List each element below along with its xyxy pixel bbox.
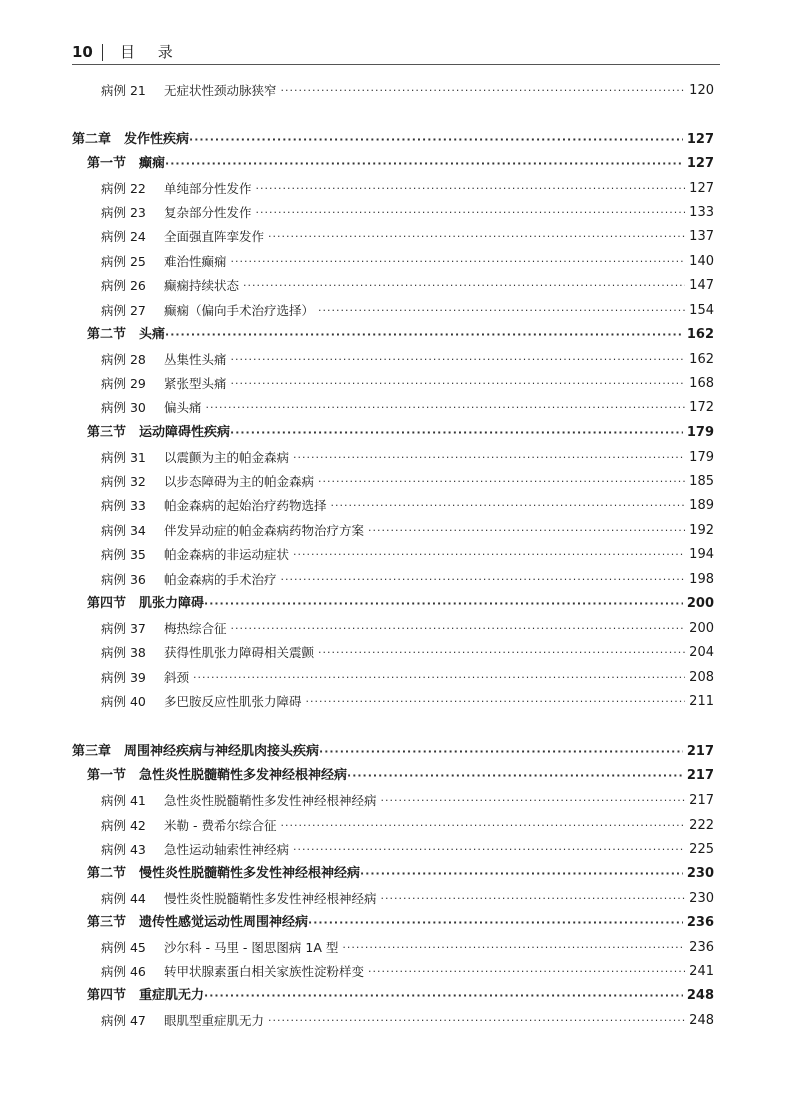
toc-case-entry <box>101 498 714 514</box>
toc-section-entry <box>87 866 714 882</box>
dot-leader <box>318 474 685 490</box>
entry-title: 沙尔科 - 马里 - 图思图病 1A 型 <box>164 940 339 955</box>
dot-leader <box>293 547 685 563</box>
entry-page-number: 162 <box>686 327 714 342</box>
entry-label <box>87 866 360 882</box>
entry-page-number: 189 <box>689 498 714 513</box>
dot-leader <box>230 425 683 441</box>
entry-title: 第一节 癫痫 <box>87 156 166 171</box>
entry-label <box>101 376 227 392</box>
dot-leader <box>318 303 685 319</box>
toc-case-entry <box>101 694 714 710</box>
toc-case-entry <box>101 303 714 319</box>
dot-leader <box>165 156 683 172</box>
toc-case-entry <box>101 229 714 245</box>
entry-page-number: 137 <box>689 229 714 244</box>
entry-label <box>101 891 377 907</box>
case-id: 病例 43 <box>101 842 146 857</box>
toc-section-entry <box>87 425 714 441</box>
entry-title: 伴发异动症的帕金森病药物治疗方案 <box>164 523 365 538</box>
entry-page-number: 147 <box>689 278 714 293</box>
entry-label <box>101 278 239 294</box>
entry-page-number: 241 <box>689 964 714 979</box>
dot-leader <box>368 523 685 539</box>
toc-case-entry <box>101 1013 714 1029</box>
case-id: 病例 42 <box>101 818 146 833</box>
case-id: 病例 36 <box>101 572 146 587</box>
entry-title: 梅热综合征 <box>164 621 227 636</box>
entry-page-number: 198 <box>689 572 714 587</box>
dot-leader <box>331 498 686 514</box>
entry-label <box>101 572 277 588</box>
entry-title: 丛集性头痛 <box>164 352 227 367</box>
toc-case-entry <box>101 940 714 956</box>
dot-leader <box>231 621 686 637</box>
entry-page-number: 179 <box>689 450 714 465</box>
case-id: 病例 40 <box>101 694 146 709</box>
dot-leader <box>308 915 683 931</box>
entry-title: 癫痫（偏向手术治疗选择） <box>164 303 315 318</box>
entry-label <box>101 1013 264 1029</box>
dot-leader <box>319 744 683 760</box>
entry-label <box>101 352 227 368</box>
entry-label <box>101 498 327 514</box>
case-id: 病例 46 <box>101 964 146 979</box>
toc-case-entry <box>101 818 714 834</box>
dot-leader <box>243 278 685 294</box>
toc-section-entry <box>87 988 714 1004</box>
entry-label <box>101 940 338 956</box>
toc-case-entry <box>101 523 714 539</box>
toc-case-entry <box>101 891 714 907</box>
entry-title: 第四节 重症肌无力 <box>87 988 205 1003</box>
toc-case-entry <box>101 450 714 466</box>
entry-title: 第一节 急性炎性脱髓鞘性多发神经根神经病 <box>87 768 348 783</box>
dot-leader <box>281 83 686 99</box>
toc-case-entry <box>101 254 714 270</box>
entry-title: 无症状性颈动脉狭窄 <box>164 83 277 98</box>
entry-label <box>101 254 227 270</box>
case-id: 病例 32 <box>101 474 146 489</box>
entry-title: 第二章 发作性疾病 <box>72 132 190 147</box>
dot-leader <box>281 572 686 588</box>
entry-label <box>101 400 202 416</box>
entry-label <box>72 132 189 148</box>
entry-title: 帕金森病的非运动症状 <box>164 547 290 562</box>
toc-case-entry <box>101 645 714 661</box>
case-id: 病例 30 <box>101 400 146 415</box>
toc-case-entry <box>101 474 714 490</box>
dot-leader <box>231 352 686 368</box>
case-id: 病例 21 <box>101 83 146 98</box>
toc-section-entry <box>87 156 714 172</box>
entry-page-number: 208 <box>689 670 714 685</box>
dot-leader <box>381 891 686 907</box>
entry-page-number: 133 <box>689 205 714 220</box>
toc-chapter-entry <box>72 132 714 148</box>
entry-page-number: 217 <box>686 768 714 783</box>
toc-case-entry <box>101 400 714 416</box>
case-id: 病例 44 <box>101 891 146 906</box>
entry-title: 复杂部分性发作 <box>164 205 252 220</box>
entry-title: 转甲状腺素蛋白相关家族性淀粉样变 <box>164 964 365 979</box>
dot-leader <box>165 327 683 343</box>
entry-label <box>101 842 289 858</box>
entry-title: 米勒 - 费希尔综合征 <box>164 818 277 833</box>
entry-page-number: 200 <box>686 596 714 611</box>
entry-title: 第二节 头痛 <box>87 327 166 342</box>
dot-leader <box>342 940 685 956</box>
dot-leader <box>204 988 683 1004</box>
page-number: 10 <box>72 44 103 61</box>
case-id: 病例 38 <box>101 645 146 660</box>
entry-label <box>101 205 252 221</box>
entry-label <box>87 327 165 343</box>
entry-title: 第四节 肌张力障碍 <box>87 596 205 611</box>
dot-leader <box>318 645 685 661</box>
header-title: 目 录 <box>120 43 182 61</box>
entry-title: 全面强直阵挛发作 <box>164 229 265 244</box>
entry-title: 斜颈 <box>164 670 190 685</box>
toc-case-entry <box>101 572 714 588</box>
toc-case-entry <box>101 205 714 221</box>
case-id: 病例 39 <box>101 670 146 685</box>
dot-leader <box>293 450 685 466</box>
entry-title: 帕金森病的手术治疗 <box>164 572 277 587</box>
entry-label <box>87 988 204 1004</box>
case-id: 病例 25 <box>101 254 146 269</box>
entry-title: 慢性炎性脱髓鞘性多发性神经根神经病 <box>164 891 377 906</box>
entry-label <box>101 474 314 490</box>
toc-section-entry <box>87 768 714 784</box>
toc-section-entry <box>87 327 714 343</box>
entry-title: 获得性肌张力障碍相关震颤 <box>164 645 315 660</box>
entry-label <box>101 83 277 99</box>
running-header <box>72 44 720 65</box>
case-id: 病例 29 <box>101 376 146 391</box>
toc-case-entry <box>101 278 714 294</box>
toc-chapter-entry <box>72 744 714 760</box>
dot-leader <box>189 132 683 148</box>
entry-label <box>87 425 230 441</box>
dot-leader <box>206 400 686 416</box>
entry-label <box>87 915 308 931</box>
dot-leader <box>256 205 686 221</box>
entry-label <box>72 744 319 760</box>
entry-page-number: 192 <box>689 523 714 538</box>
dot-leader <box>193 670 685 686</box>
entry-title: 急性炎性脱髓鞘性多发性神经根神经病 <box>164 793 377 808</box>
dot-leader <box>268 1013 685 1029</box>
entry-page-number: 154 <box>689 303 714 318</box>
entry-label <box>101 523 364 539</box>
toc-case-entry <box>101 83 714 99</box>
entry-title: 眼肌型重症肌无力 <box>164 1013 265 1028</box>
toc-case-entry <box>101 670 714 686</box>
case-id: 病例 37 <box>101 621 146 636</box>
entry-page-number: 179 <box>686 425 714 440</box>
entry-page-number: 217 <box>686 744 714 759</box>
dot-leader <box>204 596 683 612</box>
case-id: 病例 23 <box>101 205 146 220</box>
dot-leader <box>381 793 686 809</box>
entry-title: 紧张型头痛 <box>164 376 227 391</box>
entry-title: 以步态障碍为主的帕金森病 <box>164 474 315 489</box>
toc-case-entry <box>101 842 714 858</box>
entry-label <box>101 229 264 245</box>
entry-page-number: 120 <box>689 83 714 98</box>
entry-title: 第三节 运动障碍性疾病 <box>87 425 231 440</box>
entry-title: 帕金森病的起始治疗药物选择 <box>164 498 327 513</box>
entry-label <box>101 450 289 466</box>
entry-label <box>101 303 314 319</box>
entry-page-number: 172 <box>689 400 714 415</box>
entry-page-number: 248 <box>686 988 714 1003</box>
dot-leader <box>368 964 685 980</box>
entry-page-number: 194 <box>689 547 714 562</box>
entry-label <box>101 547 289 563</box>
toc-section-entry <box>87 596 714 612</box>
case-id: 病例 24 <box>101 229 146 244</box>
case-id: 病例 34 <box>101 523 146 538</box>
entry-label <box>101 645 314 661</box>
dot-leader <box>268 229 685 245</box>
case-id: 病例 35 <box>101 547 146 562</box>
entry-page-number: 248 <box>689 1013 714 1028</box>
entry-page-number: 204 <box>689 645 714 660</box>
entry-page-number: 222 <box>689 818 714 833</box>
case-id: 病例 22 <box>101 181 146 196</box>
entry-title: 第三节 遗传性感觉运动性周围神经病 <box>87 915 309 930</box>
toc-case-entry <box>101 181 714 197</box>
entry-page-number: 217 <box>689 793 714 808</box>
case-id: 病例 41 <box>101 793 146 808</box>
dot-leader <box>231 254 686 270</box>
entry-page-number: 200 <box>689 621 714 636</box>
toc-case-entry <box>101 547 714 563</box>
toc-case-entry <box>101 964 714 980</box>
entry-label <box>101 670 189 686</box>
toc-section-entry <box>87 915 714 931</box>
dot-leader <box>360 866 683 882</box>
entry-page-number: 168 <box>689 376 714 391</box>
entry-title: 单纯部分性发作 <box>164 181 252 196</box>
entry-label <box>101 694 302 710</box>
entry-page-number: 127 <box>689 181 714 196</box>
entry-label <box>87 768 347 784</box>
entry-label <box>87 596 204 612</box>
entry-page-number: 140 <box>689 254 714 269</box>
entry-page-number: 211 <box>689 694 714 709</box>
entry-page-number: 236 <box>686 915 714 930</box>
case-id: 病例 27 <box>101 303 146 318</box>
entry-title: 第三章 周围神经疾病与神经肌肉接头疾病 <box>72 744 320 759</box>
case-id: 病例 28 <box>101 352 146 367</box>
toc-case-entry <box>101 793 714 809</box>
entry-title: 急性运动轴索性神经病 <box>164 842 290 857</box>
toc-case-entry <box>101 621 714 637</box>
case-id: 病例 33 <box>101 498 146 513</box>
case-id: 病例 47 <box>101 1013 146 1028</box>
entry-title: 多巴胺反应性肌张力障碍 <box>164 694 302 709</box>
dot-leader <box>231 376 686 392</box>
entry-title: 以震颤为主的帕金森病 <box>164 450 290 465</box>
entry-label <box>101 818 276 834</box>
entry-page-number: 236 <box>689 940 714 955</box>
dot-leader <box>280 818 685 834</box>
entry-title: 第二节 慢性炎性脱髓鞘性多发性神经根神经病 <box>87 866 361 881</box>
entry-title: 偏头痛 <box>164 400 202 415</box>
dot-leader <box>347 768 683 784</box>
case-id: 病例 45 <box>101 940 146 955</box>
entry-title: 难治性癫痫 <box>164 254 227 269</box>
entry-label <box>101 793 377 809</box>
toc-case-entry <box>101 376 714 392</box>
case-id: 病例 31 <box>101 450 146 465</box>
entry-page-number: 225 <box>689 842 714 857</box>
dot-leader <box>306 694 686 710</box>
entry-title: 癫痫持续状态 <box>164 278 240 293</box>
entry-page-number: 127 <box>686 156 714 171</box>
toc-case-entry <box>101 352 714 368</box>
entry-page-number: 127 <box>686 132 714 147</box>
entry-page-number: 185 <box>689 474 714 489</box>
entry-label <box>87 156 165 172</box>
dot-leader <box>256 181 686 197</box>
entry-page-number: 230 <box>686 866 714 881</box>
dot-leader <box>293 842 685 858</box>
case-id: 病例 26 <box>101 278 146 293</box>
entry-label <box>101 181 252 197</box>
entry-page-number: 162 <box>689 352 714 367</box>
entry-label <box>101 964 364 980</box>
entry-label <box>101 621 227 637</box>
entry-page-number: 230 <box>689 891 714 906</box>
